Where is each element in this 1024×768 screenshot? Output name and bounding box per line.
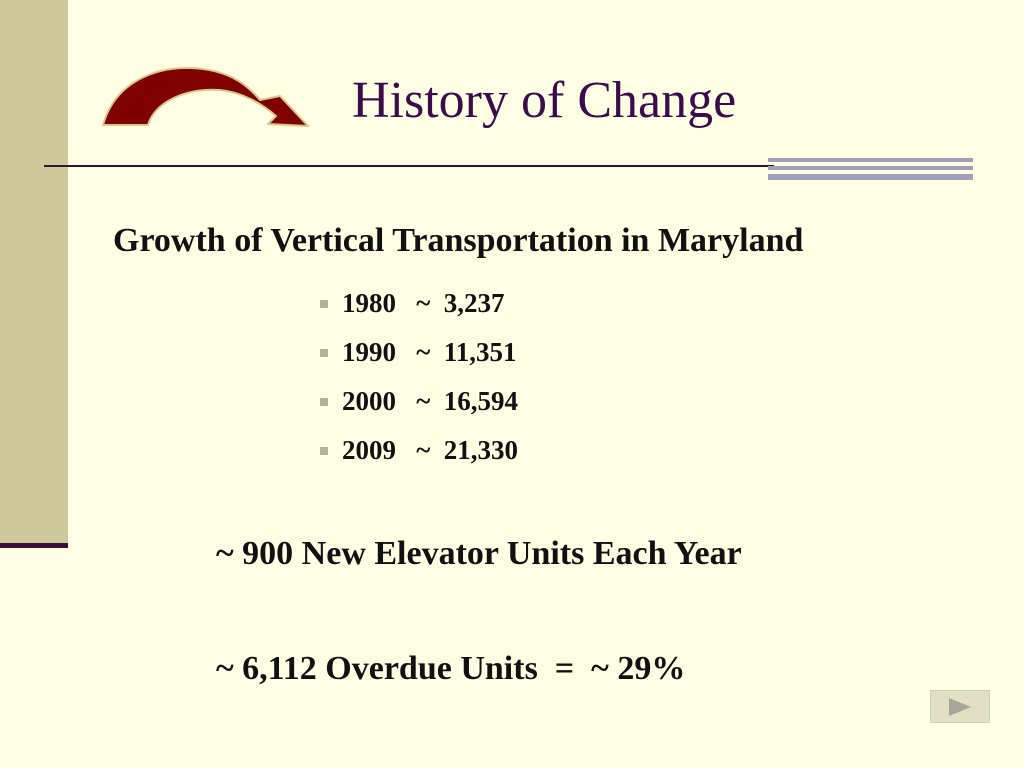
list-item [320,279,518,328]
side-bar [0,0,68,545]
list-item-text: 1990 ~ 11,351 [342,337,517,367]
play-triangle-icon [947,697,973,717]
section-heading: Growth of Vertical Transportation in Maryland [113,222,804,259]
title-divider [44,165,774,167]
list-item [320,377,518,426]
side-bar-accent [0,543,68,548]
slide-title: History of Change [352,72,737,129]
next-slide-button[interactable] [930,690,990,723]
overdue-units-statement: ~ 6,112 Overdue Units = ~ 29% [216,650,686,687]
title-divider-accent [768,158,973,180]
square-bullet-icon [320,300,328,308]
list-item-text: 2009 ~ 21,330 [342,435,519,465]
list-item [320,328,518,377]
square-bullet-icon [320,447,328,455]
curved-arrow-icon [100,62,315,132]
growth-list [320,279,518,475]
list-item-text: 2000 ~ 16,594 [342,386,519,416]
new-units-statement: ~ 900 New Elevator Units Each Year [216,535,742,572]
square-bullet-icon [320,398,328,406]
list-item-text: 1980 ~ 3,237 [342,288,505,318]
list-item [320,426,518,475]
square-bullet-icon [320,349,328,357]
